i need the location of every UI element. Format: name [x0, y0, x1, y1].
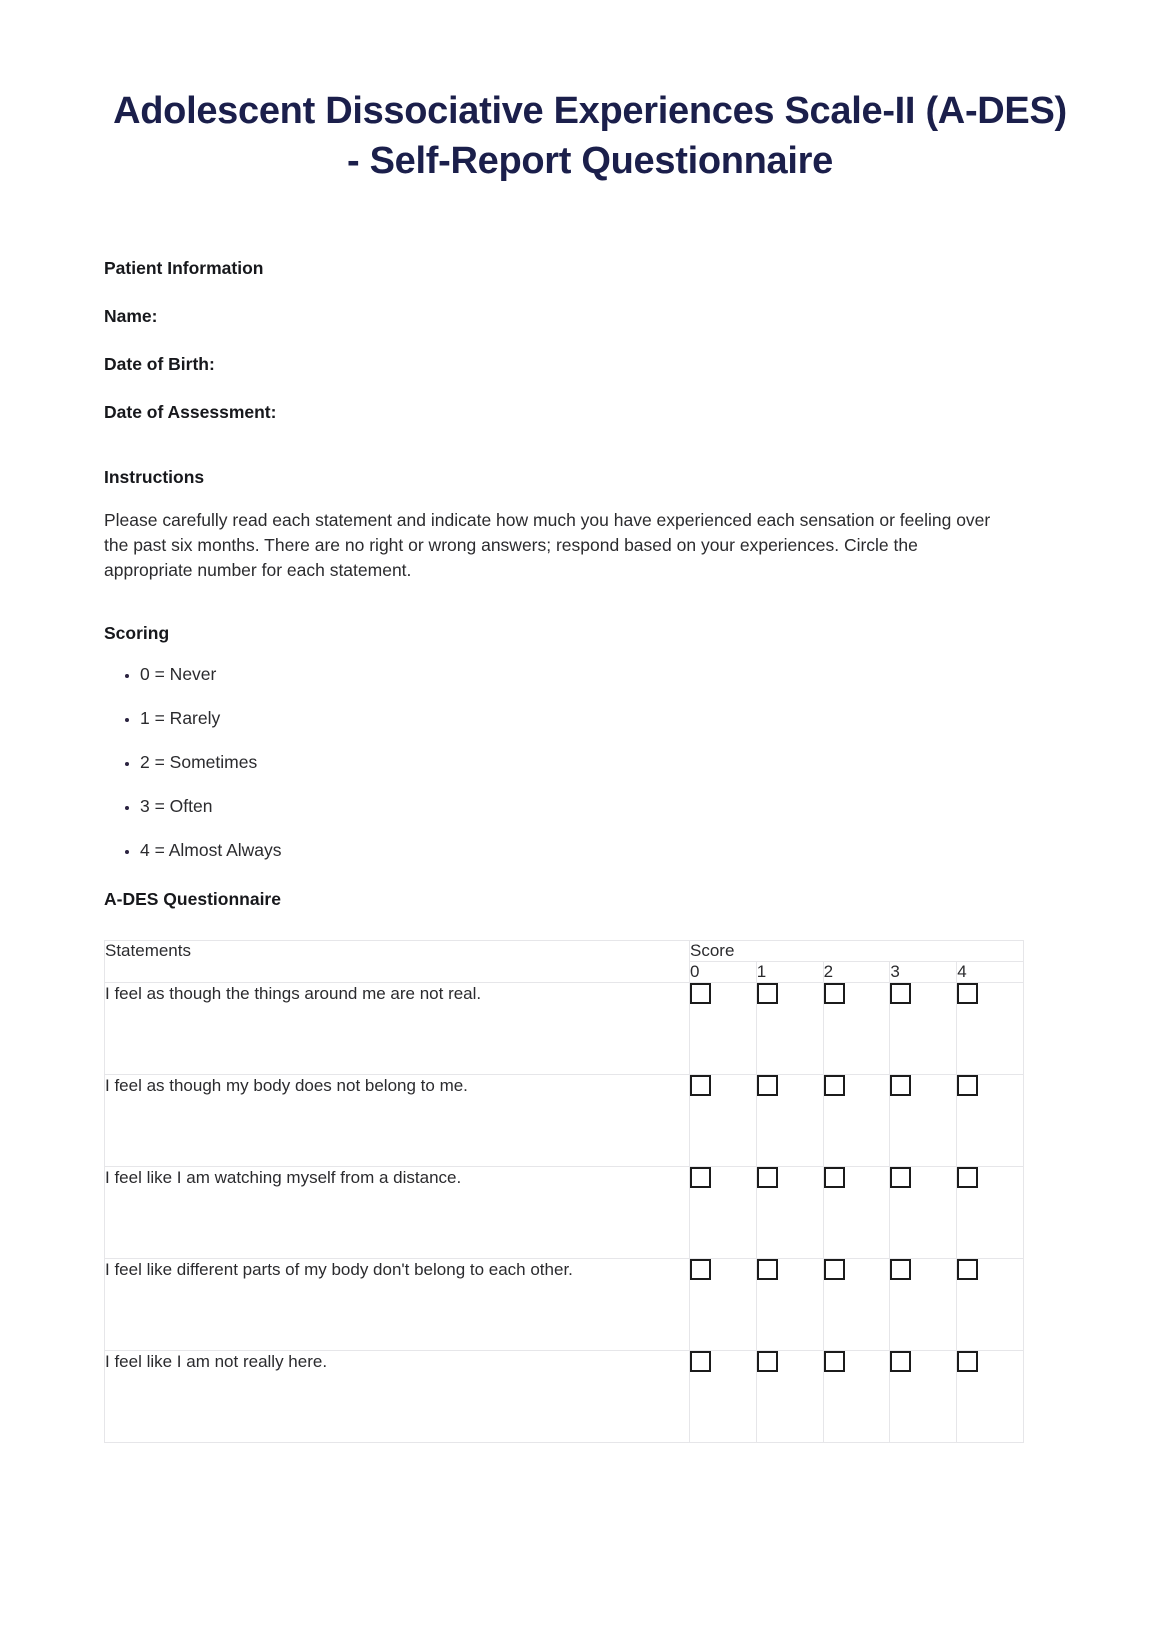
- checkbox-icon[interactable]: [757, 1351, 778, 1372]
- score-checkbox-cell-4[interactable]: [957, 1350, 1024, 1442]
- checkbox-icon[interactable]: [824, 1351, 845, 1372]
- column-header-spacer: [105, 961, 690, 982]
- checkbox-icon[interactable]: [890, 1167, 911, 1188]
- checkbox-icon[interactable]: [690, 1259, 711, 1280]
- statement-text: I feel like different parts of my body don't belong to each other.: [105, 1258, 690, 1350]
- column-header-score-3: 3: [890, 961, 957, 982]
- checkbox-icon[interactable]: [757, 1167, 778, 1188]
- spacer-before-instructions: [104, 423, 1076, 467]
- score-checkbox-cell-3[interactable]: [890, 982, 957, 1074]
- score-checkbox-cell-3[interactable]: [890, 1074, 957, 1166]
- checkbox-icon[interactable]: [890, 1351, 911, 1372]
- statement-text: I feel as though the things around me are not real.: [105, 982, 690, 1074]
- score-checkbox-cell-0[interactable]: [690, 1350, 757, 1442]
- patient-name-label: Name:: [104, 306, 158, 327]
- table-header-row-primary: [105, 940, 1024, 961]
- score-checkbox-cell-2[interactable]: [823, 1166, 890, 1258]
- checkbox-icon[interactable]: [690, 1167, 711, 1188]
- checkbox-icon[interactable]: [890, 1075, 911, 1096]
- patient-assessment-date-label: Date of Assessment:: [104, 402, 277, 423]
- score-checkbox-cell-1[interactable]: [756, 1166, 823, 1258]
- instructions-section: [104, 467, 1076, 583]
- page-title: Adolescent Dissociative Experiences Scale-II (A-DES) - Self-Report Questionnaire: [113, 90, 1067, 183]
- score-checkbox-cell-4[interactable]: [957, 982, 1024, 1074]
- score-checkbox-cell-3[interactable]: [890, 1258, 957, 1350]
- score-checkbox-cell-2[interactable]: [823, 982, 890, 1074]
- column-header-score-1: 1: [756, 961, 823, 982]
- statement-text: I feel like I am watching myself from a distance.: [105, 1166, 690, 1258]
- score-checkbox-cell-4[interactable]: [957, 1258, 1024, 1350]
- column-header-score-2: 2: [823, 961, 890, 982]
- table-row: [105, 1166, 1024, 1258]
- checkbox-icon[interactable]: [890, 983, 911, 1004]
- patient-information-heading: Patient Information: [104, 258, 264, 279]
- table-head: [105, 940, 1024, 982]
- column-header-score-4: 4: [957, 961, 1024, 982]
- spacer-before-table: [104, 910, 1076, 940]
- instructions-heading: Instructions: [104, 467, 205, 488]
- scoring-list: [104, 664, 1076, 861]
- statement-text: I feel as though my body does not belong to me.: [105, 1074, 690, 1166]
- instructions-body: Please carefully read each statement and indicate how much you have experienced each sensation or feeling over the past six months. There are no right or wrong answers; respond based on your experiences. Circle the appropriate number for each statement.: [104, 510, 991, 580]
- column-header-score: Score: [690, 940, 1024, 961]
- score-checkbox-cell-2[interactable]: [823, 1074, 890, 1166]
- checkbox-icon[interactable]: [690, 983, 711, 1004]
- checkbox-icon[interactable]: [957, 1351, 978, 1372]
- score-checkbox-cell-3[interactable]: [890, 1350, 957, 1442]
- table-body: [105, 982, 1024, 1442]
- scoring-section: [104, 623, 1076, 861]
- table-header-row-values: [105, 961, 1024, 982]
- table-row: [105, 1074, 1024, 1166]
- checkbox-icon[interactable]: [957, 1259, 978, 1280]
- table-row: [105, 982, 1024, 1074]
- checkbox-icon[interactable]: [690, 1075, 711, 1096]
- score-checkbox-cell-1[interactable]: [756, 1350, 823, 1442]
- spacer-before-questionnaire: [104, 861, 1076, 889]
- checkbox-icon[interactable]: [824, 1259, 845, 1280]
- column-header-score-0: 0: [690, 961, 757, 982]
- score-checkbox-cell-0[interactable]: [690, 1258, 757, 1350]
- checkbox-icon[interactable]: [824, 983, 845, 1004]
- checkbox-icon[interactable]: [757, 983, 778, 1004]
- score-checkbox-cell-2[interactable]: [823, 1258, 890, 1350]
- checkbox-icon[interactable]: [957, 1167, 978, 1188]
- score-checkbox-cell-0[interactable]: [690, 1166, 757, 1258]
- checkbox-icon[interactable]: [824, 1075, 845, 1096]
- spacer-after-title: [104, 186, 1076, 258]
- table-row: [105, 1350, 1024, 1442]
- score-checkbox-cell-2[interactable]: [823, 1350, 890, 1442]
- scoring-heading: Scoring: [104, 622, 170, 643]
- patient-dob-label: Date of Birth:: [104, 354, 215, 375]
- score-checkbox-cell-4[interactable]: [957, 1166, 1024, 1258]
- questionnaire-heading: A-DES Questionnaire: [104, 888, 281, 909]
- score-checkbox-cell-1[interactable]: [756, 982, 823, 1074]
- list-item: • 3 = Often: [140, 796, 1076, 817]
- table-row: [105, 1258, 1024, 1350]
- score-checkbox-cell-0[interactable]: [690, 1074, 757, 1166]
- list-item: • 1 = Rarely: [140, 708, 1076, 729]
- score-checkbox-cell-1[interactable]: [756, 1074, 823, 1166]
- checkbox-icon[interactable]: [824, 1167, 845, 1188]
- checkbox-icon[interactable]: [957, 1075, 978, 1096]
- column-header-statements: Statements: [105, 940, 690, 961]
- checkbox-icon[interactable]: [890, 1259, 911, 1280]
- patient-information-section: [104, 258, 1076, 423]
- spacer-before-scoring: [104, 583, 1076, 623]
- list-item: • 0 = Never: [140, 664, 1076, 685]
- list-item: • 4 = Almost Always: [140, 840, 1076, 861]
- score-checkbox-cell-4[interactable]: [957, 1074, 1024, 1166]
- checkbox-icon[interactable]: [957, 983, 978, 1004]
- statement-text: I feel like I am not really here.: [105, 1350, 690, 1442]
- checkbox-icon[interactable]: [757, 1075, 778, 1096]
- checkbox-icon[interactable]: [690, 1351, 711, 1372]
- score-checkbox-cell-0[interactable]: [690, 982, 757, 1074]
- list-item: • 2 = Sometimes: [140, 752, 1076, 773]
- score-checkbox-cell-3[interactable]: [890, 1166, 957, 1258]
- checkbox-icon[interactable]: [757, 1259, 778, 1280]
- score-checkbox-cell-1[interactable]: [756, 1258, 823, 1350]
- questionnaire-table: [104, 940, 1024, 1443]
